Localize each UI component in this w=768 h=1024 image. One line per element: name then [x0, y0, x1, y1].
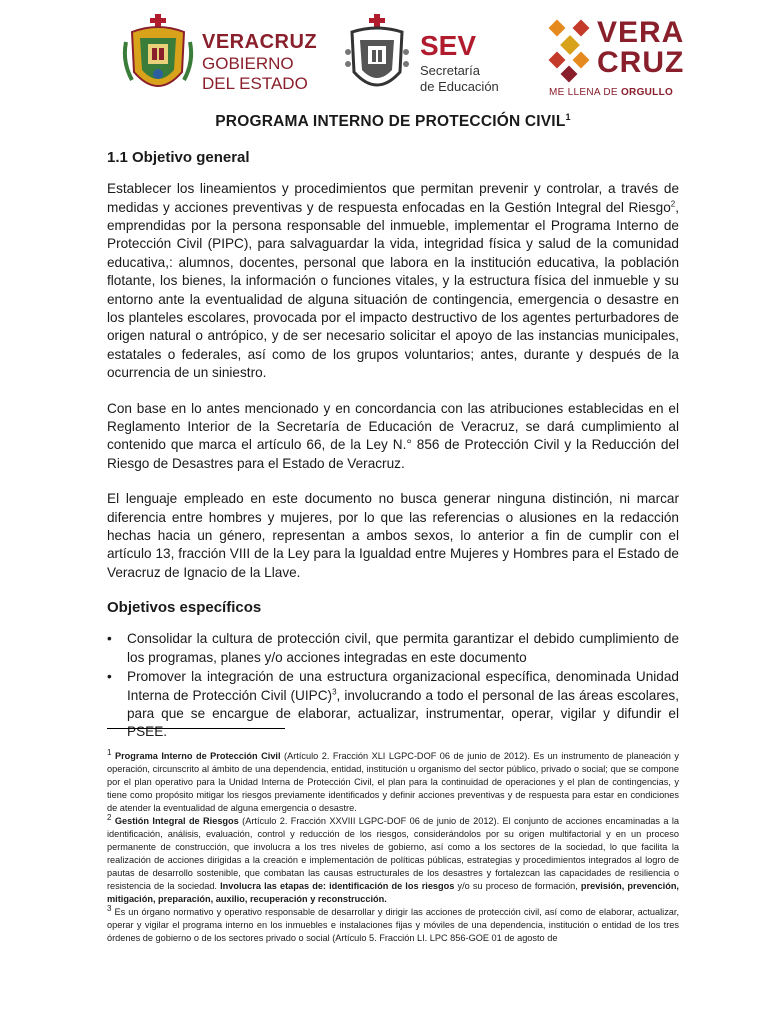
paragraph-objective: Establecer los lineamientos y procedimientos que permitan prevenir y controlar, a través de medidas y acciones preventivas y de respuesta enfocadas en la Gestión Integral del Riesgo$^2$, emprendidas por la persona responsable del inmueble, implementar el Programa Interno de Protección Civil (PIPC), para salvaguardar la vida, integridad física y salud de la comunidad educativa,: alumnos, docentes, personal que labora en la institución educativa, la población flotante, los bienes, la información o funciones vitales, y la estructura física del inmueble y su entorno ante la eventualidad de alguna situación de contingencia, emergencia o desastre en los planteles escolares, provocada por el impacto destructivo de los agentes perturbadores de origen natural o antrópico, y de ser necesario solicitar el apoyo de las instancias municipales, estatales o federales, así como de los grupos voluntarios; antes, durante y después de la ocurrencia de un siniestro. — [107, 181, 679, 381]
sev-logo-line2: Secretaría — [420, 63, 480, 78]
objectives-list — [107, 630, 679, 741]
gov-logo-line2: GOBIERNO — [202, 54, 294, 73]
list-item: • Promover la integración de una estructura organizacional específica, denominada Unidad Interna de Protección Civil (UIPC)$^3$, involucrando a todo el personal de las áreas escolares, para que se encargue de elaborar, actualizar, instrumentar, operar, vigilar y difundir el PSEE. — [107, 668, 679, 742]
document-body — [107, 112, 679, 743]
page-header — [0, 8, 768, 104]
footnote-ref-2: 2 — [670, 199, 676, 209]
section-heading: 1.1 Objetivo general — [107, 149, 250, 167]
footnotes — [107, 747, 680, 945]
list-item: • Consolidar la cultura de protección civil, que permita garantizar el debido cumplimiento de los programas, planes y/o acciones integradas en este documento — [107, 630, 679, 667]
gov-logo-line1: VERACRUZ — [202, 31, 318, 53]
paragraph-legal-basis: Con base en lo antes mencionado y en concordancia con las atribuciones establecidas en el Reglamento Interior de la Secretaría de Educación de Veracruz, se dará cumplimiento al contenido que marca el artículo 66, de la Ley N.° 856 de Protección Civil y la Reducción del Riesgo de Desastres para el Estado de Veracruz. — [107, 400, 679, 471]
document-title: PROGRAMA INTERNO DE PROTECCIÓN CIVIL$^1$ — [215, 112, 571, 131]
footnote-ref-3: 3 — [332, 686, 337, 696]
sev-logo-line3: de Educación — [420, 79, 499, 94]
brand-logo-line1: VERA — [597, 16, 685, 49]
footnote-3: $^3$ Es un órgano normativo y operativo responsable de desarrollar y dirigir las acciones de protección civil, así como de elaborar, actualizar, operar y vigilar el programa interno en los inmuebles e instalaciones fijas y móviles de una dependencia, institución o entidad de los tres órdenes de gobierno o de los sectores privado o social (Artículo 5. Fracción LI. LPC 856-GOE 01 de agosto de — [107, 903, 679, 943]
sev-logo-line1: SEV — [420, 30, 477, 61]
veracruz-government-logo — [120, 12, 320, 102]
state-coat-of-arms-icon — [122, 12, 194, 102]
veracruz-brand-logo — [545, 12, 685, 102]
footnote-ref-1: 1 — [565, 112, 571, 122]
footnote-1: $^1$ Programa Interno de Protección Civil (Artículo 2. Fracción XLI LGPC-DOF 06 de junio de 2012). Es un instrumento de planeación y operación, circunscrito al ámbito de una dependencia, entidad, institución u organismo del sector público, privado o social; que se compone por el plan operativo para la Unidad Interna de Protección Civil, el plan para la continuidad de operaciones y el plan de contingencias, y tiene como propósito mitigar los riesgos previamente identificados y definir acciones preventivas y de respuesta para estar en condiciones de atender la eventualidad de alguna emergencia o desastre. — [107, 747, 679, 813]
sev-logo — [340, 12, 530, 102]
footnote-divider — [107, 728, 285, 729]
pattern-glyph-icon — [547, 18, 595, 84]
paragraph-language-note: El lenguaje empleado en este documento no busca generar ninguna distinción, ni marcar diferencia entre hombres y mujeres, por lo que las referencias o alusiones en la redacción hechas hacia un género, representan a ambos sexos, lo anterior a fin de cumplir con el artículo 13, fracción VIII de la Ley para la Igualdad entre Mujeres y Hombres para el Estado de Veracruz de Ignacio de la Llave. — [107, 491, 679, 580]
subsection-heading: Objetivos específicos — [107, 599, 262, 617]
sev-emblem-icon — [342, 12, 412, 102]
gov-logo-line3: DEL ESTADO — [202, 74, 308, 93]
footnote-2: $^2$ Gestión Integral de Riesgos (Artículo 2. Fracción XXVIII LGPC-DOF 06 de junio de 2012). El conjunto de acciones encaminadas a la identificación, análisis, evaluación, control y reducción de los riesgos, considerándolos por su origen multifactorial y en un proceso permanente de construcción, que involucra a los tres niveles de gobierno, así como a los sectores de la sociedad, lo que facilita la realización de acciones dirigidas a la creación e implementación de políticas públicas, estrategias y procedimientos integrados al logro de pautas de desarrollo sostenible, que combatan las causas estructurales de los desastres y fortalezcan las capacidades de resiliencia o resistencia de la sociedad. Involucra las etapas de: identificación de los riesgos y/o su proceso de formación, previsión, prevención, mitigación, preparación, auxilio, recuperación y reconstrucción. — [107, 812, 680, 904]
brand-tagline: ME LLENA DE ORGULLO — [549, 87, 674, 98]
brand-logo-line2: CRUZ — [597, 46, 685, 79]
